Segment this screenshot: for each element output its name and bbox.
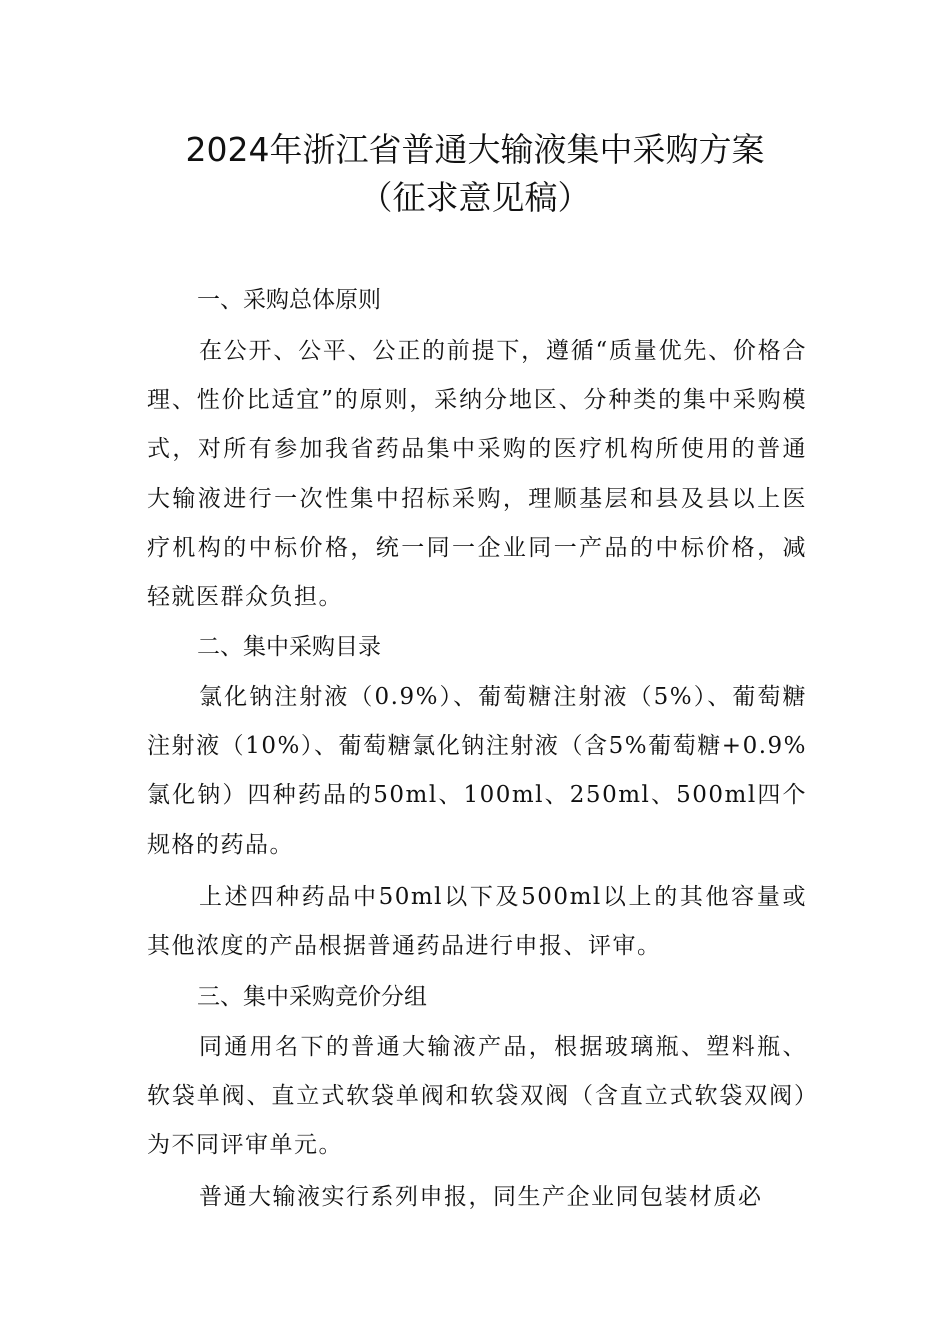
section-heading-2: 二、集中采购目录 [197, 634, 381, 660]
section-1-paragraph-1: 在公开、公平、公正的前提下，遵循“质量优先、价格合理、性价比适宜”的原则，采纳分地区、分种类的集中采购模式，对所有参加我省药品集中采购的医疗机构所使用的普通大输液进行一次性集中招标采购，理顺基层和县及县以上医疗机构的中标价格，统一同一企业同一产品的中标价格，减轻就医群众负担。 [147, 338, 807, 611]
document-title: 2024年浙江省普通大输液集中采购方案 [185, 130, 765, 169]
section-2-paragraph-1: 氯化钠注射液（0.9%）、葡萄糖注射液（5%）、葡萄糖注射液（10%）、葡萄糖氯化钠注射液（含5%葡萄糖+0.9%氯化钠）四种药品的50ml、100ml、250ml、500ml四个规格的药品。 [147, 684, 807, 858]
section-3-paragraph-1: 同通用名下的普通大输液产品，根据玻璃瓶、塑料瓶、软袋单阀、直立式软袋单阀和软袋双阀（含直立式软袋双阀）为不同评审单元。 [147, 1034, 807, 1159]
section-2-paragraph-2: 上述四种药品中50ml以下及500ml以上的其他容量或其他浓度的产品根据普通药品进行申报、评审。 [147, 884, 807, 960]
section-heading-1: 一、采购总体原则 [197, 287, 381, 313]
document-subtitle: （征求意见稿） [359, 178, 591, 217]
section-3-paragraph-2: 普通大输液实行系列申报，同生产企业同包装材质必 [199, 1184, 763, 1210]
section-heading-3: 三、集中采购竞价分组 [197, 984, 427, 1010]
